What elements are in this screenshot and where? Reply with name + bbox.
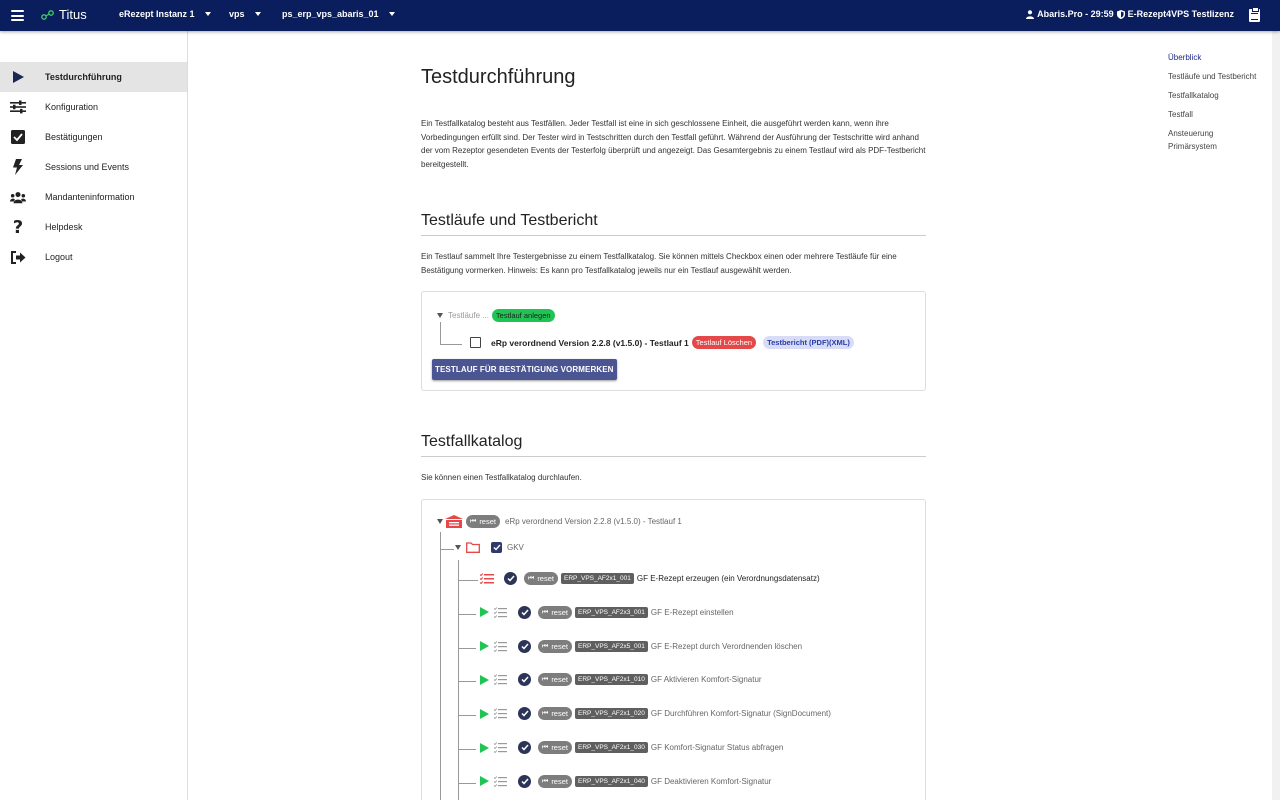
tree-connector <box>458 681 476 682</box>
testcase-reset-button[interactable] <box>538 775 572 788</box>
run-play-icon[interactable] <box>480 675 489 685</box>
scrollbar[interactable] <box>1272 31 1280 800</box>
testrun-row <box>470 336 854 349</box>
product-selector[interactable] <box>229 9 261 19</box>
skip-back-icon: ⏮ <box>542 676 549 684</box>
run-play-icon[interactable] <box>480 641 489 651</box>
testcase-reset-button[interactable] <box>538 741 572 754</box>
testcase-row[interactable] <box>480 572 820 585</box>
testcase-title: GF Aktivieren Komfort-Signatur <box>650 675 762 685</box>
system-selector-label: ps_erp_vps_abaris_01 <box>282 9 379 19</box>
tree-connector <box>458 715 476 716</box>
testcase-id-badge: ERP_VPS_AF2x1_010 <box>575 674 648 685</box>
check-circle-icon <box>518 707 531 720</box>
steps-list-icon <box>480 573 494 584</box>
skip-back-icon: ⏮ <box>470 518 477 525</box>
users-icon <box>10 189 26 205</box>
expand-icon[interactable] <box>437 519 443 524</box>
sidebar-item-testdurchfuehrung[interactable] <box>0 62 187 92</box>
steps-list-icon <box>494 641 507 652</box>
shield-icon <box>1117 10 1125 19</box>
bolt-icon <box>10 159 26 175</box>
tree-connector <box>440 549 454 550</box>
testreport-link[interactable]: Testbericht (PDF)(XML) <box>763 336 854 349</box>
toc-item-testfallkatalog[interactable]: Testfallkatalog <box>1168 91 1219 100</box>
steps-list-icon <box>494 607 507 618</box>
check-circle-icon <box>518 673 531 686</box>
testcase-row[interactable] <box>480 606 734 619</box>
steps-list-icon <box>494 674 507 685</box>
testcase-title: GF Deaktivieren Komfort-Signatur <box>650 776 772 786</box>
play-icon <box>10 69 26 85</box>
create-testrun-button[interactable]: Testlauf anlegen <box>492 309 555 322</box>
checkbox-icon <box>10 129 26 145</box>
folder-icon <box>466 542 480 553</box>
testcase-row[interactable] <box>480 707 831 720</box>
sidebar <box>0 31 188 800</box>
tree-connector <box>458 783 476 784</box>
testcase-row[interactable] <box>480 673 762 686</box>
testcase-row[interactable] <box>480 741 783 754</box>
catalog-row[interactable] <box>437 515 682 528</box>
testcase-reset-button[interactable] <box>524 572 558 585</box>
user-session-info <box>1023 9 1234 19</box>
question-icon: ? <box>12 216 24 238</box>
sidebar-item-logout[interactable] <box>0 242 187 272</box>
section-title-testfallkatalog: Testfallkatalog <box>421 433 926 457</box>
testcase-row[interactable] <box>480 775 771 788</box>
tree-connector <box>440 344 462 345</box>
delete-testrun-button[interactable]: Testlauf Löschen <box>692 336 756 349</box>
tree-root-label: Testläufe ... <box>448 311 489 320</box>
testlaeufe-card <box>421 291 926 391</box>
page-title: Testdurchführung <box>421 66 576 88</box>
expand-icon[interactable] <box>455 545 461 550</box>
testcase-reset-label: reset <box>551 607 568 617</box>
intro-text: Ein Testfallkatalog besteht aus Testfällen. Jeder Testfall ist eine in sich geschlossene Einheit, die ausgeführt werden kann, wenn ihre Vorbedingungen erfüllt sind. Der Tester wird in Testschritten durch den Testfall geführt. Während der Ausführung der Testschritte wird anhand der vom Rezeptor gesendeten Events der Testerfolg überprüft und angezeigt. Das Gesamtergebnis zu einem Testlauf wird als PDF-Testbericht bereitgestellt. <box>421 119 926 169</box>
testcase-id-badge: ERP_VPS_AF2x1_030 <box>575 742 648 753</box>
brand-name: Titus <box>59 7 87 22</box>
testcase-row[interactable] <box>480 640 802 653</box>
chevron-down-icon <box>205 12 211 16</box>
testcase-reset-label: reset <box>551 743 568 752</box>
sidebar-item-label: Mandanteninformation <box>45 192 135 202</box>
testlaeufe-tree-root[interactable] <box>437 309 555 322</box>
sidebar-item-helpdesk[interactable] <box>0 212 187 242</box>
main-content <box>188 31 1272 800</box>
sidebar-item-mandanteninformation[interactable] <box>0 182 187 212</box>
run-play-icon[interactable] <box>480 743 489 753</box>
testfallkatalog-card <box>421 499 926 800</box>
skip-back-icon: ⏮ <box>542 744 549 751</box>
sidebar-item-label: Helpdesk <box>45 222 83 232</box>
skip-back-icon: ⏮ <box>542 710 549 718</box>
testlaeufe-text: Ein Testlauf sammelt Ihre Testergebnisse zu einem Testfallkatalog. Sie können mittels Checkbox einen oder mehrere Testläufe für eine Bestätigung vormerken. Hinweis: Es kann pro Testfallkatalog jeweils nur ein Testlauf ausgewählt werden. <box>421 252 897 275</box>
testcase-title: GF E-Rezept einstellen <box>650 607 734 617</box>
brand-logo[interactable] <box>41 7 87 22</box>
logout-icon <box>10 249 26 265</box>
tree-connector <box>458 749 476 750</box>
catalog-reset-label: reset <box>479 517 496 526</box>
clipboard-icon[interactable] <box>1249 9 1260 22</box>
section-title-testlaeufe: Testläufe und Testbericht <box>421 212 926 236</box>
sidebar-item-label: Bestätigungen <box>45 132 103 142</box>
sliders-icon <box>10 99 26 115</box>
steps-list-icon <box>494 708 507 719</box>
run-play-icon[interactable] <box>480 607 489 617</box>
toc-item-testlaeufe[interactable]: Testläufe und Testbericht <box>1168 72 1257 81</box>
toc-item-ueberblick[interactable]: Überblick <box>1168 53 1202 62</box>
testcase-id-badge: ERP_VPS_AF2x1_040 <box>575 776 648 787</box>
steps-list-icon <box>494 742 507 753</box>
sidebar-item-sessions-und-events[interactable] <box>0 152 187 182</box>
testfallkatalog-text: Sie können einen Testfallkatalog durchlaufen. <box>421 473 582 482</box>
testrun-checkbox[interactable] <box>470 337 481 348</box>
instance-selector[interactable] <box>119 9 211 19</box>
chevron-down-icon <box>255 12 261 16</box>
sidebar-item-label: Sessions und Events <box>45 162 130 172</box>
testcase-reset-label: reset <box>551 776 568 786</box>
sidebar-item-bestaetigungen[interactable] <box>0 122 187 152</box>
tree-connector <box>458 560 459 800</box>
folder-checkbox[interactable] <box>491 542 502 553</box>
tree-connector <box>458 648 476 649</box>
folder-label: GKV <box>507 543 524 552</box>
skip-back-icon: ⏮ <box>542 642 549 650</box>
sidebar-item-label: Konfiguration <box>45 102 99 112</box>
check-circle-icon <box>518 640 531 653</box>
toc-item-testfall[interactable]: Testfall <box>1168 110 1193 119</box>
user-session-text: Abaris.Pro - 29:59 <box>1037 9 1114 19</box>
testcase-title: GF Durchführen Komfort-Signatur (SignDocument) <box>650 709 831 719</box>
testcase-reset-button[interactable] <box>538 640 572 653</box>
skip-back-icon: ⏮ <box>542 608 549 616</box>
sidebar-item-label: Logout <box>45 252 73 262</box>
run-play-icon[interactable] <box>480 776 489 786</box>
testcase-title: GF Komfort-Signatur Status abfragen <box>650 743 784 752</box>
menu-icon[interactable] <box>11 10 24 21</box>
testcase-title: GF E-Rezept durch Verordnenden löschen <box>650 641 803 651</box>
system-selector[interactable] <box>282 9 395 19</box>
license-text: E-Rezept4VPS Testlizenz <box>1127 9 1234 19</box>
folder-row[interactable] <box>455 542 524 553</box>
skip-back-icon: ⏮ <box>542 777 549 785</box>
titus-logo-icon <box>41 9 55 21</box>
product-selector-label: vps <box>229 9 245 19</box>
testcase-id-badge: ERP_VPS_AF2x1_020 <box>575 708 648 719</box>
sidebar-item-label: Testdurchführung <box>45 72 122 82</box>
check-circle-icon <box>518 741 531 754</box>
user-icon <box>1026 10 1034 19</box>
tree-connector <box>458 614 476 615</box>
toc-item-ansteuerung[interactable]: Ansteuerung Primärsystem <box>1168 129 1217 151</box>
chevron-down-icon <box>389 12 395 16</box>
tree-connector <box>440 322 441 345</box>
check-circle-icon <box>518 606 531 619</box>
instance-selector-label: eRezept Instanz 1 <box>119 9 195 19</box>
run-play-icon[interactable] <box>480 709 489 719</box>
testcase-reset-label: reset <box>551 641 568 651</box>
testrun-label: eRp verordnend Version 2.2.8 (v1.5.0) - Testlauf 1 <box>491 337 689 348</box>
sidebar-item-konfiguration[interactable] <box>0 92 187 122</box>
top-app-bar <box>0 0 1280 31</box>
testcase-title: GF E-Rezept erzeugen (ein Verordnungsdatensatz) <box>636 574 820 583</box>
testcase-reset-button[interactable] <box>538 707 572 720</box>
tree-connector <box>440 532 441 800</box>
testcase-reset-label: reset <box>551 709 568 719</box>
testcase-id-badge: ERP_VPS_AF2x3_001 <box>575 607 648 618</box>
testcase-id-badge: ERP_VPS_AF2x1_001 <box>561 573 634 584</box>
catalog-label: eRp verordnend Version 2.2.8 (v1.5.0) - Testlauf 1 <box>505 517 682 526</box>
catalog-icon <box>445 515 463 528</box>
mark-for-confirmation-button[interactable]: TESTLAUF FÜR BESTÄTIGUNG VORMERKEN <box>432 359 617 380</box>
skip-back-icon: ⏮ <box>528 575 535 582</box>
tree-connector <box>458 580 478 581</box>
steps-list-icon <box>494 776 507 787</box>
table-of-contents <box>1168 51 1258 159</box>
testcase-reset-button[interactable] <box>538 673 572 686</box>
testcase-id-badge: ERP_VPS_AF2x5_001 <box>575 641 648 652</box>
catalog-reset-button[interactable] <box>466 515 500 528</box>
check-circle-icon <box>518 775 531 788</box>
expand-icon[interactable] <box>437 313 443 318</box>
testcase-reset-label: reset <box>537 574 554 583</box>
testcase-reset-label: reset <box>551 675 568 685</box>
check-circle-icon <box>504 572 517 585</box>
testcase-reset-button[interactable] <box>538 606 572 619</box>
